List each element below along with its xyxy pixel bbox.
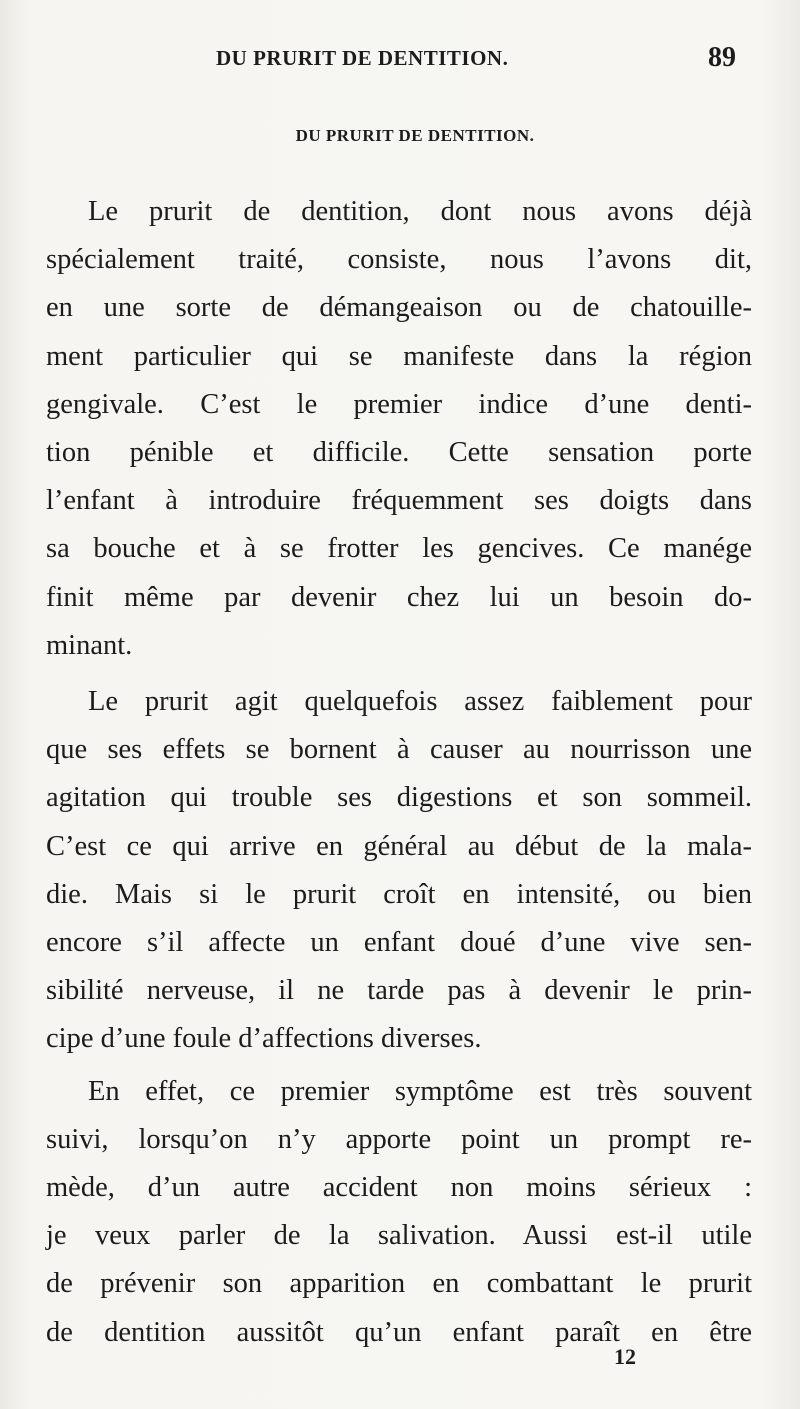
text-line: suivi, lorsqu’on n’y apporte point un prompt re-	[46, 1123, 752, 1155]
text-line: sa bouche et à se frotter les gencives. Ce manége	[46, 533, 752, 565]
text-line: Le prurit agit quelquefois assez faiblement pour	[88, 686, 752, 718]
signature-mark: 12	[614, 1344, 636, 1369]
text-line: de dentition aussitôt qu’un enfant paraît en être	[46, 1316, 752, 1348]
text-line: Le prurit de dentition, dont nous avons déjà	[88, 196, 752, 227]
text-line: je veux parler de la salivation. Aussi est-il utile	[46, 1220, 752, 1252]
text-line: en une sorte de démangeaison ou de chatouille-	[46, 292, 752, 324]
text-line: agitation qui trouble ses digestions et son sommeil.	[46, 782, 752, 814]
section-title: DU PRURIT DE DENTITION.	[295, 126, 535, 145]
text-line: mède, d’un autre accident non moins sérieux :	[46, 1172, 752, 1204]
text-line: spécialement traité, consiste, nous l’avons dit,	[46, 244, 752, 276]
text-line: de prévenir son apparition en combattant le prurit	[46, 1268, 752, 1300]
text-line: tion pénible et difficile. Cette sensation porte	[46, 437, 752, 469]
text-line: encore s’il affecte un enfant doué d’une vive sen-	[46, 927, 752, 959]
paragraph-2	[46, 678, 752, 1064]
running-title: DU PRURIT DE DENTITION.	[216, 46, 509, 70]
text-line: minant.	[46, 629, 133, 661]
text-line: sibilité nerveuse, il ne tarde pas à devenir le prin-	[46, 975, 752, 1007]
text-line: C’est ce qui arrive en général au début de la mala-	[46, 830, 752, 862]
text-line: cipe d’une foule d’affections diverses.	[46, 1023, 482, 1055]
text-line: die. Mais si le prurit croît en intensité, ou bien	[46, 878, 752, 910]
paragraph-1	[46, 188, 752, 670]
text-line: ment particulier qui se manifeste dans la région	[46, 340, 752, 372]
body-text	[46, 188, 752, 1357]
text-line: que ses effets se bornent à causer au nourrisson une	[46, 734, 752, 766]
text-line: l’enfant à introduire fréquemment ses doigts dans	[46, 485, 752, 517]
text-line: gengivale. C’est le premier indice d’une denti-	[46, 388, 752, 420]
text-line: En effet, ce premier symptôme est très souvent	[88, 1075, 752, 1107]
paragraph-3	[46, 1068, 752, 1357]
text-line: finit même par devenir chez lui un besoin do-	[46, 581, 752, 613]
running-head	[46, 42, 736, 82]
page-number: 89	[708, 42, 736, 73]
